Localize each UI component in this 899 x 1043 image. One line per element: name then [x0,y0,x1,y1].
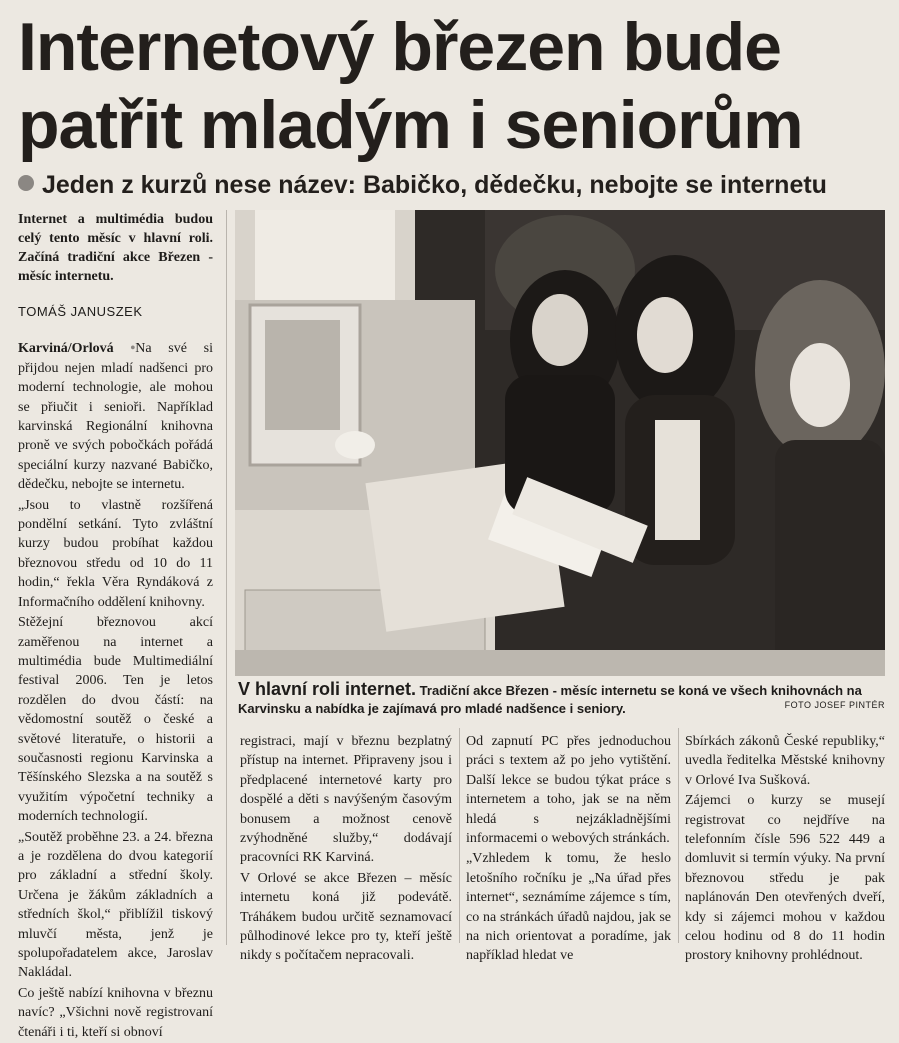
paragraph: Karviná/Orlová • Na své si přijdou nejen mladí nadšenci pro moderní technologie, ale mohou se přiučit i senioři. Například karvinská Regionální knihovna proně ve svých pobočkách pořádá speciální kurzy nazvané Babičko, dědečku, nebojte se internetu. [18,339,213,494]
column-2 [240,732,452,967]
subheadline-text: Jeden z kurzů nese název: Babičko, dědečku, nebojte se internetu [42,171,827,199]
paragraph: Co ještě nabízí knihovna v březnu navíc? „Všichni nově registrovaní čtenáři i ti, kteří si obnoví [18,985,213,1040]
photo-credit: FOTO JOSEF PINTÉR [784,700,885,710]
bullet-icon [18,175,34,191]
column-3 [466,732,671,967]
paragraph: „Vzhledem k tomu, že heslo letošního ročníku je „Na úřad přes internet“, seznámíme zájemce s tím, co na stránkách úřadů najdou, jak se na nich orientovat a poradíme, jak například hledat ve [466,851,671,964]
author-byline: TOMÁŠ JANUSZEK [18,304,143,319]
article-photo [235,210,885,676]
photo-caption [238,680,888,718]
column-divider [459,728,460,943]
lead-paragraph: Internet a multimédia budou celý tento měsíc v hlavní roli. Začíná tradiční akce Březen - měsíc internetu. [18,212,213,284]
paragraph: Stěžejní březnovou akcí zaměřenou na internet a multimédia bude Multimediální festival 2006. Ten je letos rozdělen do dvou částí: na vědomostní soutěž o české a světové literatuře, o historii a současnosti regionu Karvinska a Těšínského Slezska a na soutěž s využitím výpočetní techniky a moderních technologií. [18,615,213,825]
paragraph: Zájemci o kurzy se musejí registrovat co nejdříve na telefonním čísle 596 522 449 a domluvit si termín výuky. Na první březnovou středu je pak naplánován Den otevřených dveří, kdy si zájemci mohou v každou celou hodinu od 8 do 11 hodin prostory knihovny prohlédnout. [685,793,885,964]
subheadline [18,168,888,202]
caption-title: V hlavní roli internet. [238,679,417,699]
column-4 [685,732,885,967]
dateline: Karviná/Orlová • [18,341,135,356]
headline-line-1: Internetový březen bude [18,9,781,85]
paragraph: V Orlové se akce Březen – měsíc internetu koná již podevátě. Tráhákem budou určitě seznamovací půlhodinové lekce pro ty, kteří ještě nikdy s počítačem nepracovali. [240,870,452,964]
column-divider [226,210,227,945]
paragraph: Od zapnutí PC přes jednoduchou práci s textem až po jeho vytištění. Další lekce se budou týkat práce s internetem a toho, jak se na něm hledá s nejzákladnějšími informacemi o webových stránkách. [466,734,671,847]
paragraph: registraci, mají v březnu bezplatný přístup na internet. Připraveny jsou i předplacené internetové karty pro dospělé a děti s navýšeným časovým bonusem a možnost cenově zvýhodněné služby,“ dodávají pracovníci RK Karviná. [240,734,452,866]
headline-line-2: patřit mladým i seniorům [18,87,803,163]
caption-text: Tradiční akce Březen - měsíc internetu se koná ve všech knihovnách na Karvinsku a nabídka je zajímavá pro mladé nadšence i seniory. [238,683,862,716]
photo-illustration [235,210,885,676]
paragraph: „Jsou to vlastně rozšířená pondělní setkání. Tyto zvláštní kurzy budou probíhat každou březnovou středu od 10 do 11 hodin,“ řekla Věra Ryndáková z Informačního oddělení knihovny. [18,497,213,610]
paragraph: Sbírkách zákonů České republiky,“ uvedla ředitelka Městské knihovny v Orlové Iva Sušková. [685,734,885,788]
headline [18,8,888,164]
column-1 [18,210,213,1043]
column-divider [678,728,679,943]
paragraph: „Soutěž proběhne 23. a 24. března a je rozdělena do dvou kategorií pro základní a střední školy. Určena je žákům základních a středních škol,“ přiblížil tiskový mluvčí města, jenž je spolupořadatelem akce, Jaroslav Nakládal. [18,829,213,981]
